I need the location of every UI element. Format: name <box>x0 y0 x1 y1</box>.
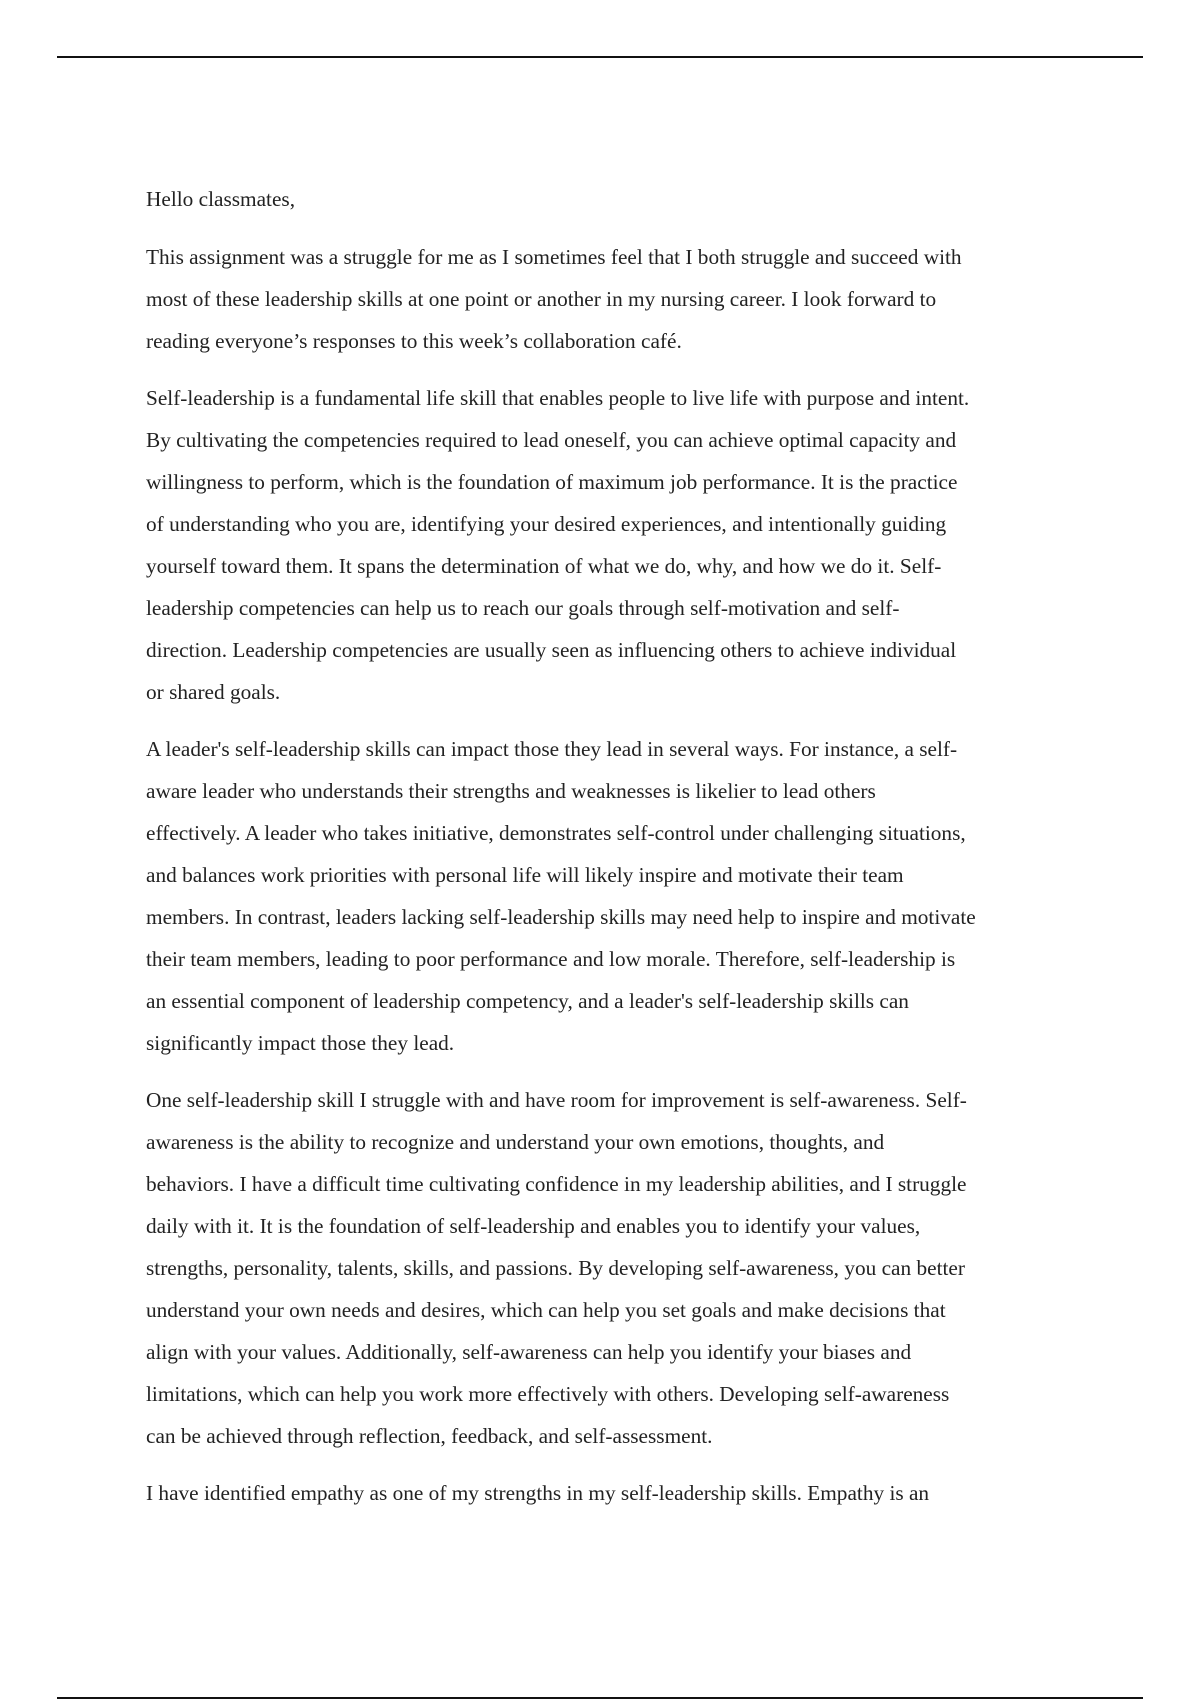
text-line: and balances work priorities with personal life will likely inspire and motivate their team <box>146 863 904 887</box>
text-line: align with your values. Additionally, self-awareness can help you identify your biases and <box>146 1340 912 1364</box>
text-line: an essential component of leadership competency, and a leader's self-leadership skills can <box>146 989 909 1013</box>
text-line: Self-leadership is a fundamental life skill that enables people to live life with purpose and intent. <box>146 386 970 410</box>
text-line: limitations, which can help you work more effectively with others. Developing self-awareness <box>146 1382 950 1406</box>
paragraph-self-leadership <box>146 377 1096 713</box>
text-line: willingness to perform, which is the foundation of maximum job performance. It is the practice <box>146 470 958 494</box>
text-line: can be achieved through reflection, feedback, and self-assessment. <box>146 1424 713 1448</box>
text-line: members. In contrast, leaders lacking self-leadership skills may need help to inspire and motivate <box>146 905 976 929</box>
text-line: strengths, personality, talents, skills, and passions. By developing self-awareness, you can better <box>146 1256 965 1280</box>
greeting: Hello classmates, <box>146 187 296 211</box>
paragraph-leader-impact <box>146 728 1096 1064</box>
text-line: By cultivating the competencies required to lead oneself, you can achieve optimal capacity and <box>146 428 957 452</box>
paragraph-empathy <box>146 1472 1096 1514</box>
text-line: understand your own needs and desires, which can help you set goals and make decisions that <box>146 1298 946 1322</box>
text-line: A leader's self-leadership skills can impact those they lead in several ways. For instance, a self- <box>146 737 958 761</box>
text-line: behaviors. I have a difficult time cultivating confidence in my leadership abilities, and I struggle <box>146 1172 967 1196</box>
text-line: This assignment was a struggle for me as I sometimes feel that I both struggle and succeed with <box>146 245 962 269</box>
text-line: of understanding who you are, identifying your desired experiences, and intentionally guiding <box>146 512 947 536</box>
text-line: reading everyone’s responses to this week’s collaboration café. <box>146 329 682 353</box>
text-line: direction. Leadership competencies are usually seen as influencing others to achieve individual <box>146 638 957 662</box>
text-line: awareness is the ability to recognize and understand your own emotions, thoughts, and <box>146 1130 885 1154</box>
document-body <box>146 178 1096 1529</box>
text-line: leadership competencies can help us to reach our goals through self-motivation and self- <box>146 596 900 620</box>
page-footer-rule <box>57 1697 1143 1699</box>
text-line: their team members, leading to poor performance and low morale. Therefore, self-leadership is <box>146 947 956 971</box>
text-line: or shared goals. <box>146 680 281 704</box>
text-line: One self-leadership skill I struggle with and have room for improvement is self-awareness. Self- <box>146 1088 967 1112</box>
paragraph-intro <box>146 236 1096 362</box>
text-line: significantly impact those they lead. <box>146 1031 455 1055</box>
text-line: I have identified empathy as one of my strengths in my self-leadership skills. Empathy is an <box>146 1481 930 1505</box>
text-line: aware leader who understands their strengths and weaknesses is likelier to lead others <box>146 779 876 803</box>
text-line: yourself toward them. It spans the determination of what we do, why, and how we do it. Self- <box>146 554 942 578</box>
text-line: effectively. A leader who takes initiative, demonstrates self-control under challenging situations, <box>146 821 966 845</box>
text-line: daily with it. It is the foundation of self-leadership and enables you to identify your values, <box>146 1214 921 1238</box>
paragraph-self-awareness <box>146 1079 1096 1457</box>
text-line: most of these leadership skills at one point or another in my nursing career. I look forward to <box>146 287 937 311</box>
page-header-rule <box>57 56 1143 58</box>
